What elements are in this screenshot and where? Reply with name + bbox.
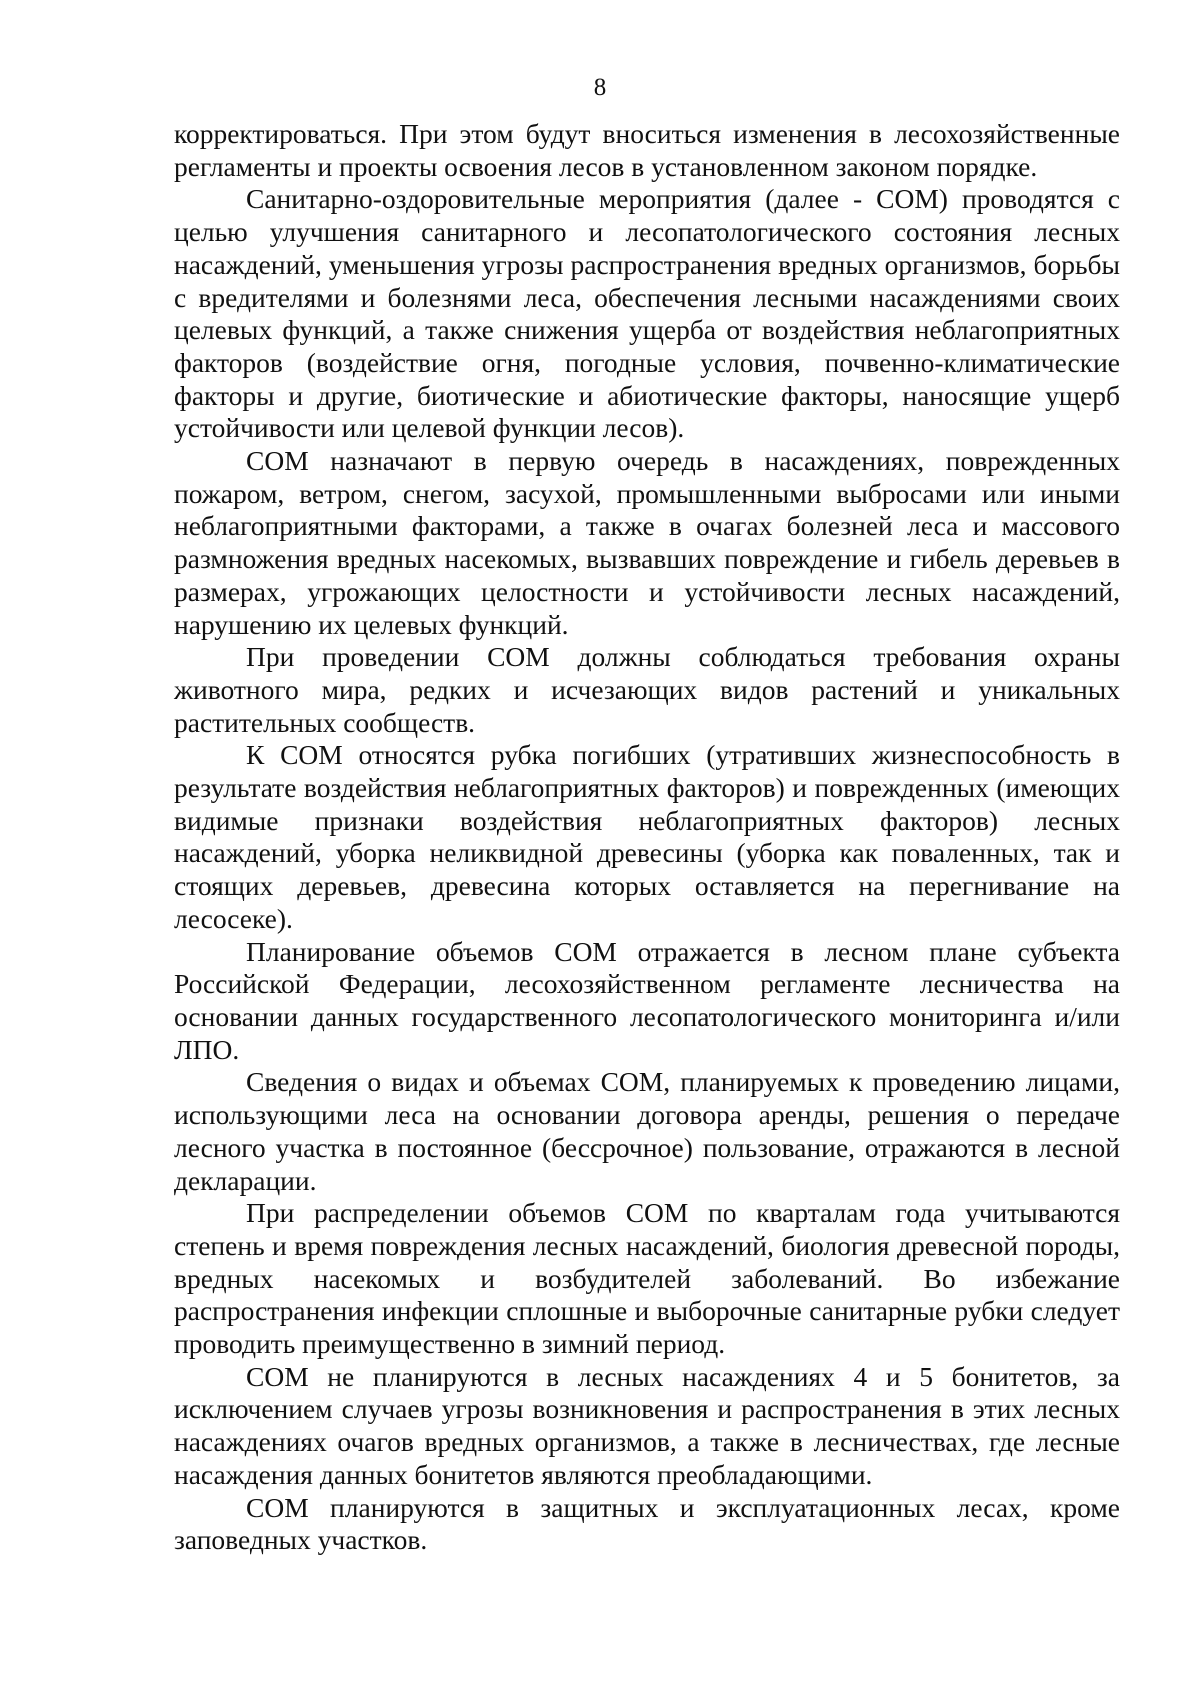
paragraph-wildlife-protection: При проведении СОМ должны соблюдаться требования охраны животного мира, редких и исчезающих видов растений и уникальных растительных сообществ. (174, 641, 1120, 738)
paragraph-continuation: корректироваться. При этом будут вноситься изменения в лесохозяйственные регламенты и проекты освоения лесов в установленном законом порядке. (174, 118, 1120, 182)
document-body (174, 118, 1120, 1557)
paragraph-som-types: К СОМ относятся рубка погибших (утративших жизнеспособность в результате воздействия неблагоприятных факторов) и поврежденных (имеющих видимые признаки воздействия неблагоприятных факторов) лесных насаждений, уборка неликвидной древесины (уборка как поваленных, так и стоящих деревьев, древесина которых оставляется на перегнивание на лесосеке). (174, 739, 1120, 934)
paragraph-forest-declaration: Сведения о видах и объемах СОМ, планируемых к проведению лицами, использующими леса на основании договора аренды, решения о передаче лесного участка в постоянное (бессрочное) пользование, отражаются в лесной декларации. (174, 1066, 1120, 1196)
paragraph-som-priority: СОМ назначают в первую очередь в насаждениях, поврежденных пожаром, ветром, снегом, засухой, промышленными выбросами или иными неблагоприятными факторами, а также в очагах болезней леса и массового размножения вредных насекомых, вызвавших повреждение и гибель деревьев в размерах, угрожающих целостности и устойчивости лесных насаждений, нарушению их целевых функций. (174, 445, 1120, 640)
paragraph-som-definition: Санитарно-оздоровительные мероприятия (далее - СОМ) проводятся с целью улучшения санитарного и лесопатологического состояния лесных насаждений, уменьшения угрозы распространения вредных организмов, борьбы с вредителями и болезнями леса, обеспечения лесными насаждениями своих целевых функций, а также снижения ущерба от воздействия неблагоприятных факторов (воздействие огня, погодные условия, почвенно-климатические факторы и другие, биотические и абиотические факторы, наносящие ущерб устойчивости или целевой функции лесов). (174, 183, 1120, 444)
paragraph-som-planning: Планирование объемов СОМ отражается в лесном плане субъекта Российской Федерации, лесохозяйственном регламенте лесничества на основании данных государственного лесопатологического мониторинга и/или ЛПО. (174, 935, 1120, 1065)
paragraph-protective-forests: СОМ планируются в защитных и эксплуатационных лесах, кроме заповедных участков. (174, 1491, 1120, 1556)
paragraph-bonitet-exceptions: СОМ не планируются в лесных насаждениях 4 и 5 бонитетов, за исключением случаев угрозы возникновения и распространения в этих лесных насаждениях очагов вредных организмов, а также в лесничествах, где лесные насаждения данных бонитетов являются преобладающими. (174, 1360, 1120, 1490)
paragraph-quarterly-distribution: При распределении объемов СОМ по кварталам года учитываются степень и время повреждения лесных насаждений, биология древесной породы, вредных насекомых и возбудителей заболеваний. Во избежание распространения инфекции сплошные и выборочные санитарные рубки следует проводить преимущественно в зимний период. (174, 1197, 1120, 1360)
page-number: 8 (593, 74, 607, 101)
